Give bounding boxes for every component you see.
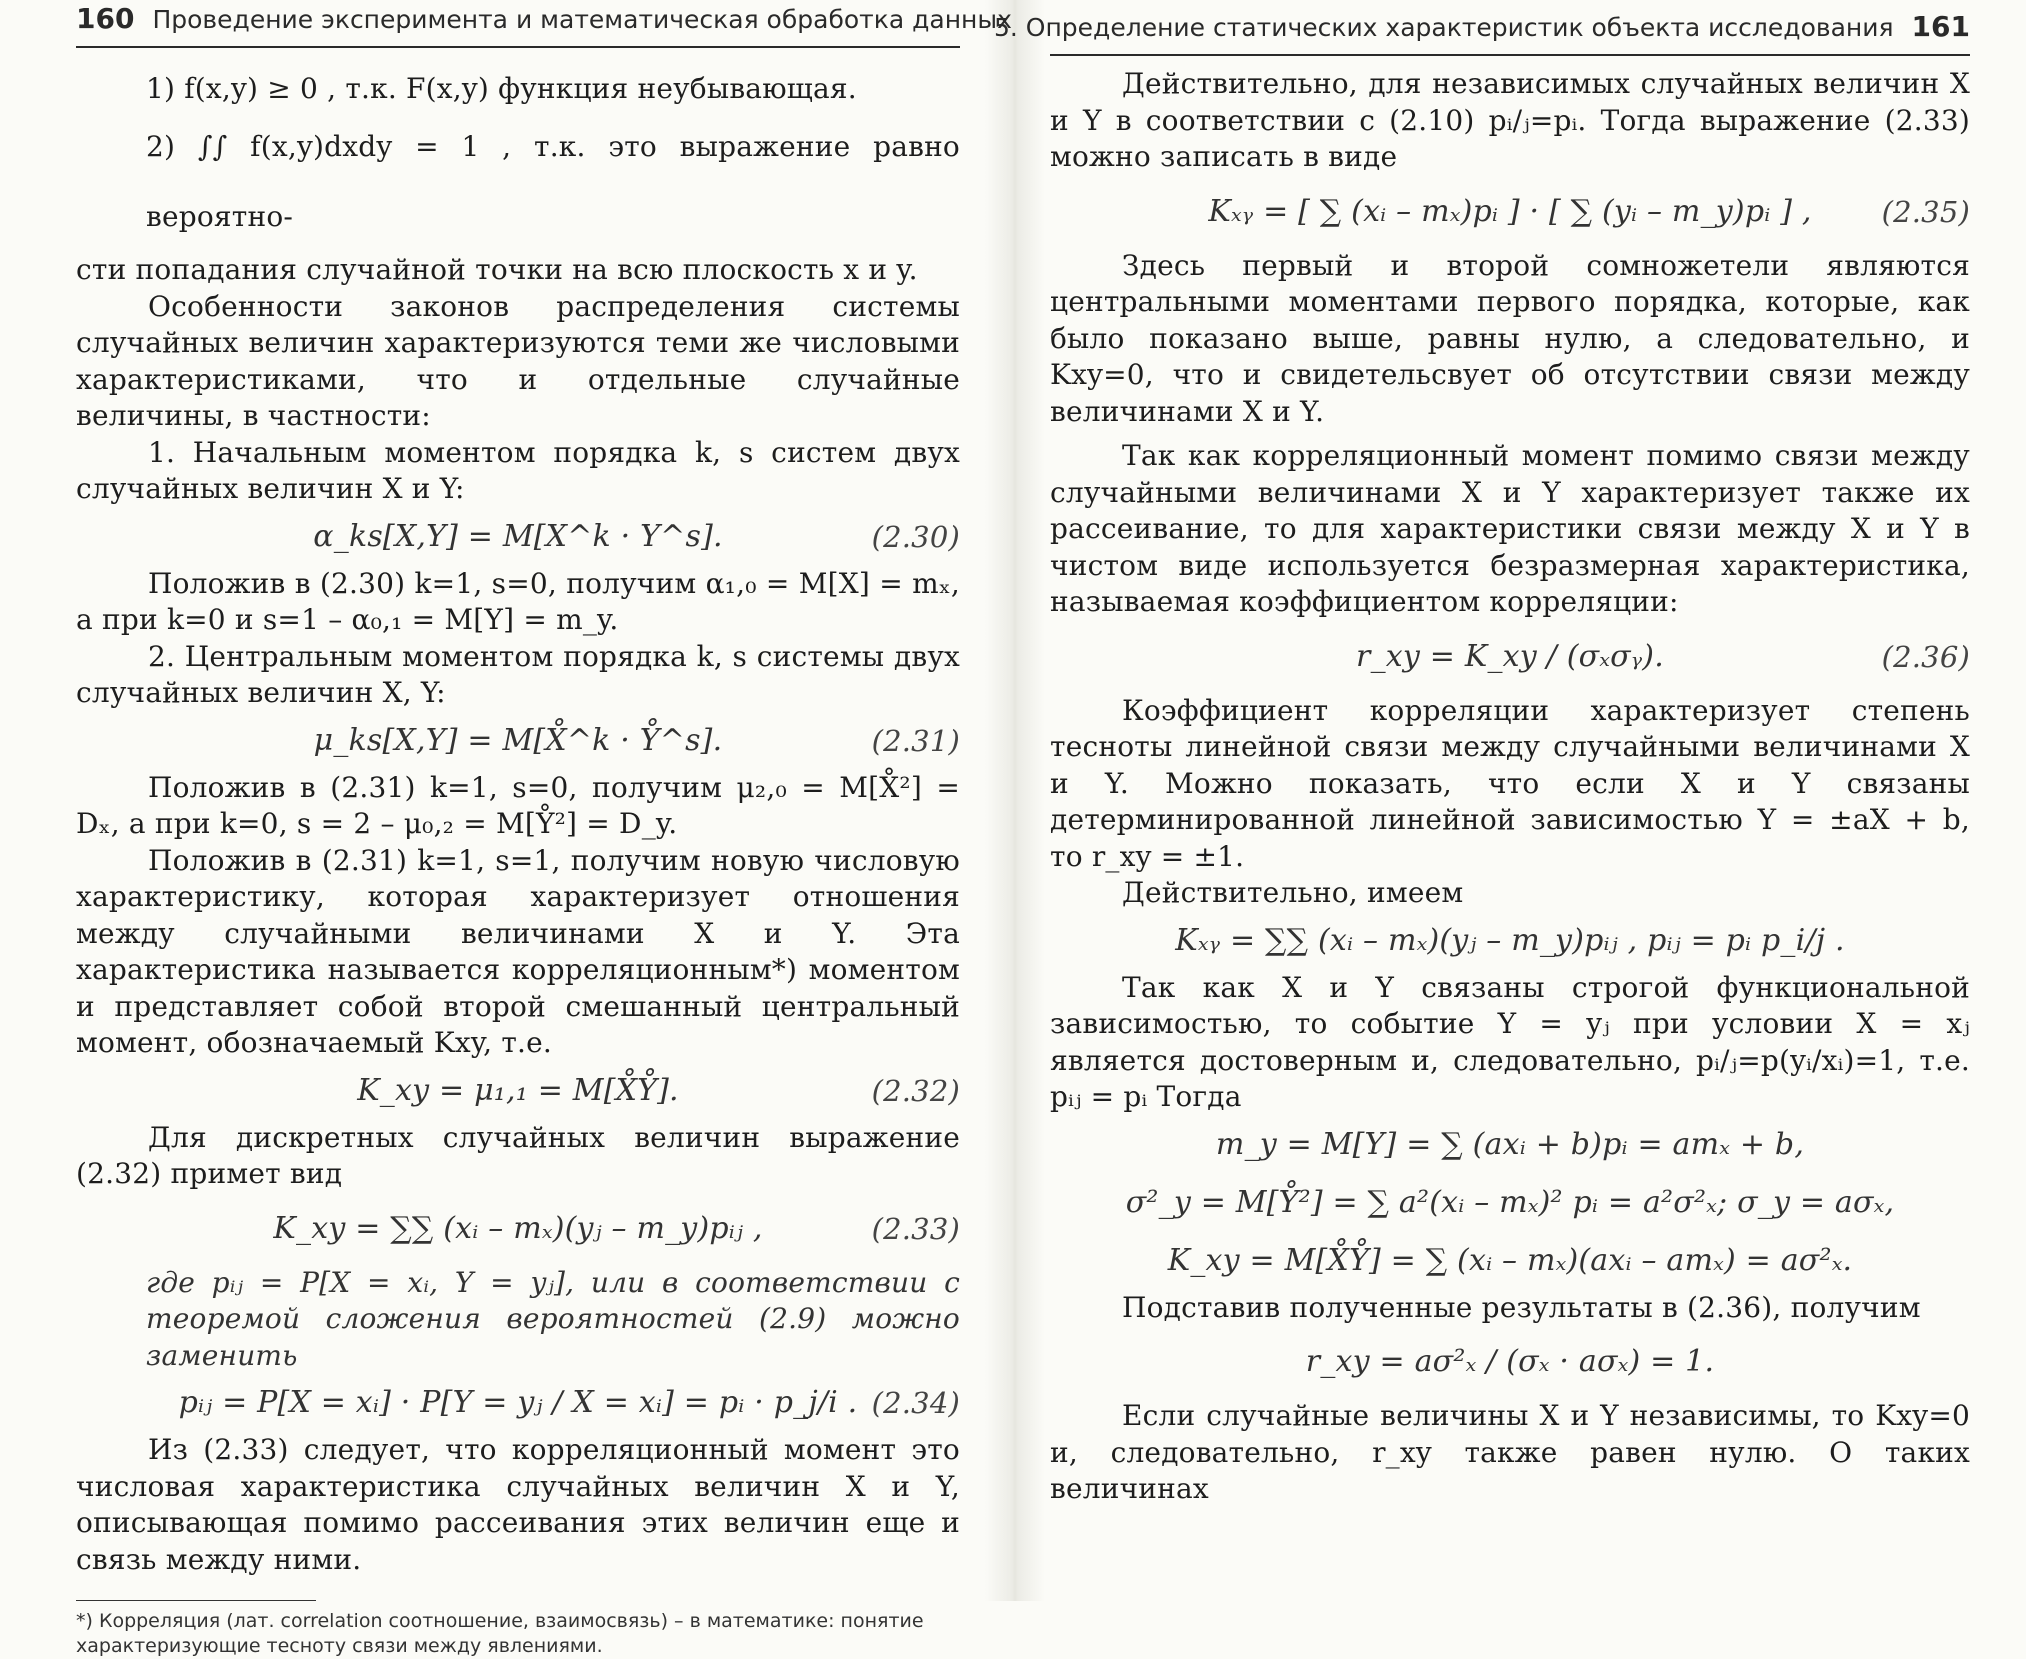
right-page [993, 0, 2026, 1601]
equation-2-30 [76, 508, 960, 566]
equation-body: σ²_y = M[Y̊²] = ∑ a²(xᵢ – mₓ)² pᵢ = a²σ²ₓ; σ_y = aσₓ, [1125, 1184, 1895, 1220]
equation-body: K_xy = μ₁,₁ = M[X̊Y̊]. [357, 1072, 679, 1108]
paragraph: Так как корреляционный момент помимо связи между случайными величинами X и Y характеризует также их рассеивание, то для характеристики связи между X и Y в чистом виде используется безразмерная характеристика, называемая коэффициентом корреляции: [1050, 439, 1970, 618]
equation-number: (2.36) [1881, 639, 1970, 674]
equation-number: (2.30) [871, 519, 960, 554]
footnote: *) Корреляция (лат. correlation соотношение, взаимосвязь) – в математике: понятие характеризующие тесноту связи между явлениями. [76, 1610, 924, 1657]
equation-body: K_xy = ∑∑ (xᵢ – mₓ)(yⱼ – m_y)pᵢⱼ , [273, 1210, 763, 1246]
list-item-1: 1) f(x,y) ≥ 0 , т.к. F(x,y) функция неубывающая. [146, 72, 857, 105]
equation-number: (2.33) [871, 1211, 960, 1246]
equation-2-31 [76, 712, 960, 770]
paragraph: Действительно, для независимых случайных величин X и Y в соответствии с (2.10) pᵢ/ⱼ=pᵢ. Тогда выражение (2.33) можно записать в виде [1050, 67, 1970, 173]
equation-body: pᵢⱼ = P[X = xᵢ] · P[Y = yⱼ / X = xᵢ] = pᵢ · p_j/i . [178, 1385, 858, 1420]
left-body [76, 66, 960, 1578]
paragraph: сти попадания случайной точки на всю плоскость x и y. [76, 253, 918, 286]
left-page-number: 160 [76, 2, 135, 35]
equation-2-32 [76, 1062, 960, 1120]
paragraph: Положив в (2.31) k=1, s=1, получим новую числовую характеристику, которая характеризует отношения между случайными величинами X и Y. Эта характеристика называется корреляционным*) моментом и представляет собой второй смешанный центральный момент, обозначаемый Kxy, т.е. [76, 843, 960, 1059]
paragraph: Так как X и Y связаны строгой функциональной зависимостью, то событие Y = yⱼ при условии X = xⱼ является достоверным и, следовательно, pᵢ/ⱼ=p(yᵢ/xᵢ)=1, т.е. pᵢⱼ = pᵢ Тогда [1050, 970, 1970, 1113]
list-item-2: 2) ∫∫ f(x,y)dxdy = 1 , т.к. это выражение равно вероятно- [146, 130, 960, 233]
equation-2-35 [1050, 176, 1970, 248]
left-page [0, 0, 1012, 1657]
equation-2-34 [76, 1374, 960, 1432]
equation-body: m_y = M[Y] = ∑ (axᵢ + b)pᵢ = amₓ + b, [1215, 1126, 1805, 1162]
equation-body: Kₓᵧ = ∑∑ (xᵢ – mₓ)(yⱼ – m_y)pᵢⱼ , pᵢⱼ = pᵢ p_i/j . [1175, 922, 1845, 958]
paragraph: Если случайные величины X и Y независимы, то Kxy=0 и, следовательно, r_xy также равен нулю. О таких величинах [1050, 1399, 1970, 1505]
equation-body: K_xy = M[X̊Y̊] = ∑ (xᵢ – mₓ)(axᵢ – amₓ) = aσ²ₓ. [1167, 1242, 1853, 1278]
equation-number: (2.34) [871, 1386, 960, 1420]
right-running-head [993, 8, 1970, 56]
paragraph: Из (2.33) следует, что корреляционный момент это числовая характеристика случайных величин X и Y, описывающая помимо рассеивания этих величин еще и связь между ними. [76, 1433, 960, 1576]
paragraph: где pᵢⱼ = P[X = xᵢ, Y = yⱼ], или в соответствии с теоремой сложения вероятностей (2.9) можно заменить [146, 1265, 960, 1372]
equation-k-xy-result [1050, 1232, 1970, 1290]
equation-number: (2.32) [871, 1073, 960, 1108]
equation-number: (2.35) [1881, 194, 1970, 229]
equation-number: (2.31) [871, 723, 960, 758]
paragraph: Положив в (2.30) k=1, s=0, получим α₁,₀ = M[X] = mₓ, а при k=0 и s=1 – α₀,₁ = M[Y] = m_y. [76, 566, 960, 636]
paragraph: Здесь первый и второй сомножетели являются центральными моментами первого порядка, которые, как было показано выше, равны нулю, а следовательно, и Kxy=0, что и свидетельсвует об отсутствии связи между величинами X и Y. [1050, 248, 1970, 428]
equation-m-y [1050, 1116, 1970, 1174]
equation-body: r_xy = K_xy / (σₓσᵧ). [1356, 638, 1664, 674]
equation-body: r_xy = aσ²ₓ / (σₓ · aσₓ) = 1. [1305, 1344, 1715, 1379]
right-body [1050, 66, 1970, 1508]
equation-body: μ_ks[X,Y] = M[X̊^k · Y̊^s]. [313, 722, 723, 758]
equation-sigma-y [1050, 1174, 1970, 1232]
equation-2-33 [76, 1193, 960, 1265]
right-running-title: 5. Определение статических характеристик объекта исследования [993, 13, 1894, 42]
equation-body: α_ks[X,Y] = M[X^k · Y^s]. [313, 518, 723, 554]
equation-body: Kₓᵧ = [ ∑ (xᵢ – mₓ)pᵢ ] · [ ∑ (yᵢ – m_y)pᵢ ] , [1208, 193, 1812, 229]
paragraph: Особенности законов распределения системы случайных величин характеризуются теми же числовыми характеристиками, что и отдельные случайные величины, в частности: [76, 289, 960, 432]
paragraph: Действительно, имеем [1122, 876, 1464, 909]
left-running-head [76, 0, 1012, 48]
paragraph: 1. Начальным моментом порядка k, s систем двух случайных величин X и Y: [76, 435, 960, 505]
paragraph: Коэффициент корреляции характеризует степень тесноты линейной связи между случайными величинами X и Y. Можно показать, что если X и Y связаны детерминированной линейной зависимостью Y = ±aX + b, то r_xy = ±1. [1050, 693, 1970, 873]
paragraph: 2. Центральным моментом порядка k, s системы двух случайных величин X, Y: [76, 639, 960, 709]
left-running-title: Проведение эксперимента и математическая обработка данных [152, 5, 1012, 34]
right-page-number: 161 [1911, 10, 1970, 43]
equation-k-xy-sum [1050, 912, 1970, 970]
paragraph: Подставив полученные результаты в (2.36), получим [1122, 1290, 1921, 1324]
equation-r-xy-result [1050, 1326, 1970, 1398]
paragraph: Для дискретных случайных величин выражение (2.32) примет вид [76, 1120, 960, 1190]
paragraph: Положив в (2.31) k=1, s=0, получим μ₂,₀ = M[X̊²] = Dₓ, а при k=0, s = 2 – μ₀,₂ = M[Y̊²] = D_y. [76, 770, 960, 840]
equation-2-36 [1050, 621, 1970, 693]
